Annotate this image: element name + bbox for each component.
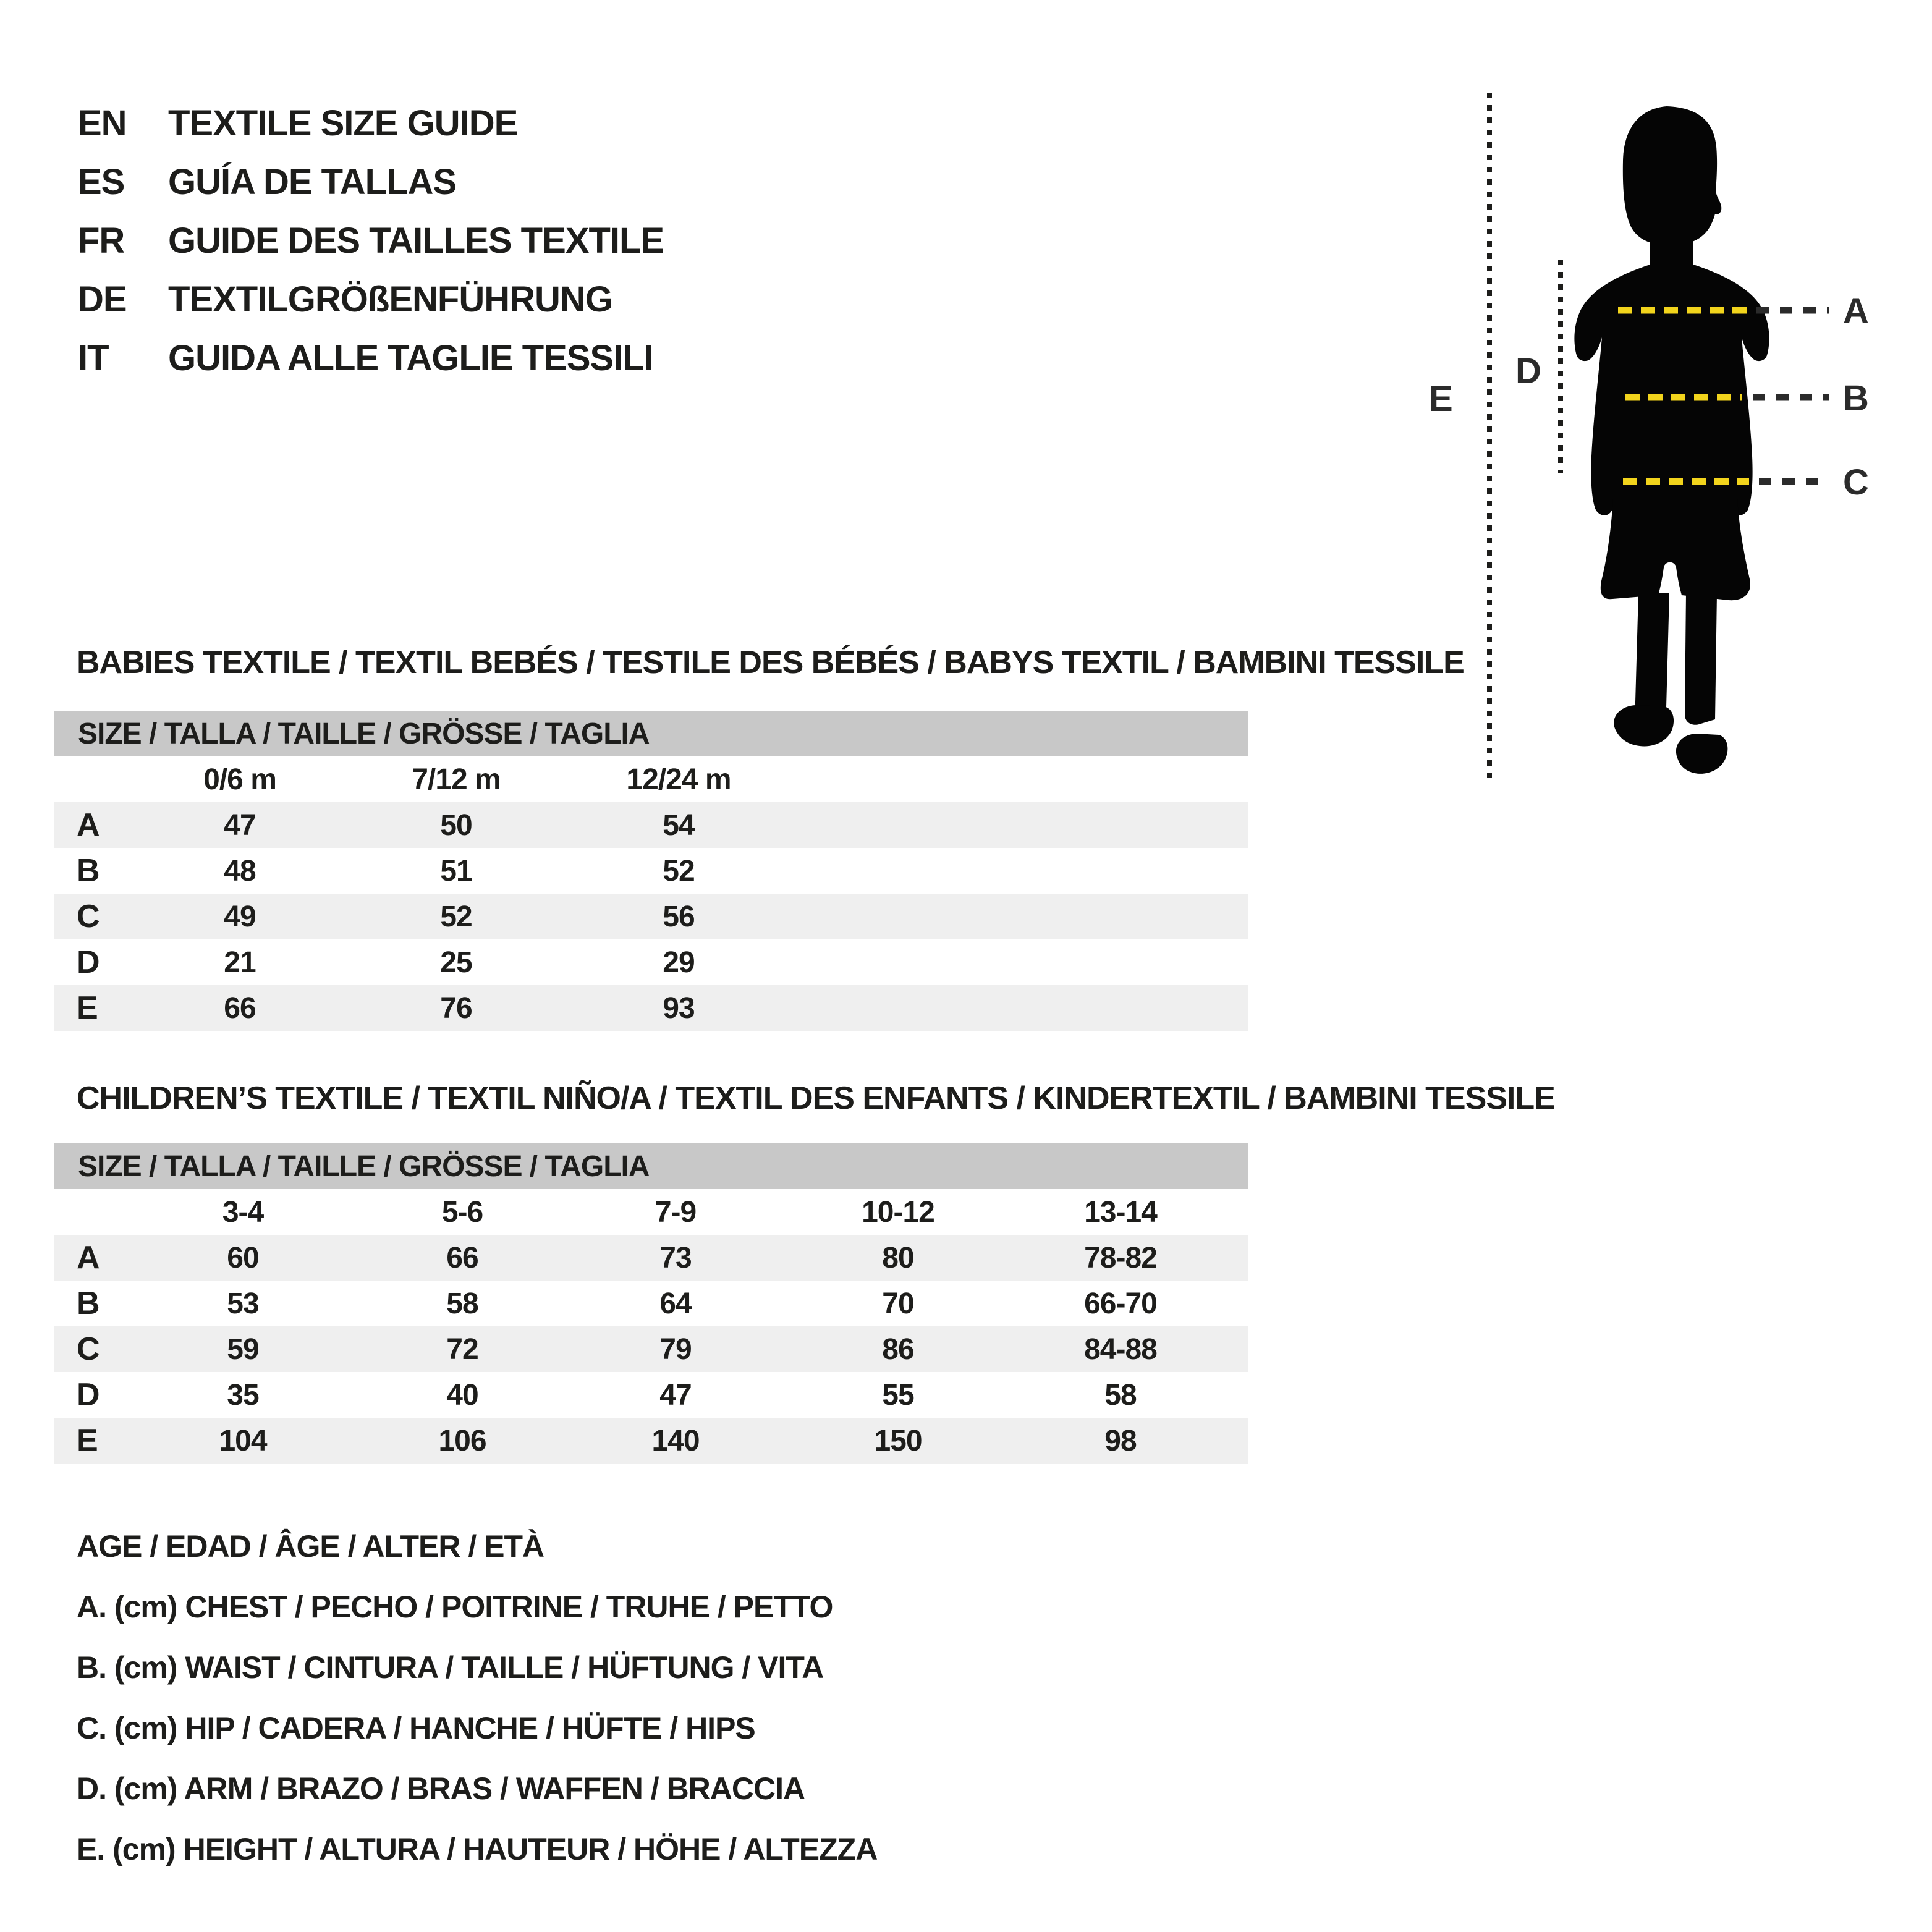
babies-size-table (54, 711, 1248, 1031)
cell-value: 64 (659, 1287, 692, 1320)
cell-value: 79 (659, 1332, 692, 1366)
cell-value: 53 (227, 1287, 259, 1320)
language-code-es: ES (78, 161, 125, 202)
cell-value: 25 (440, 946, 472, 979)
children-column-header-row (54, 1189, 1248, 1235)
cell-value: 150 (874, 1424, 922, 1457)
row-label: B (77, 1286, 100, 1321)
cell-value: 29 (663, 946, 695, 979)
cell-value: 55 (882, 1378, 914, 1412)
babies-col-header-12-24m: 12/24 m (626, 763, 731, 796)
babies-size-header-bar: SIZE / TALLA / TAILLE / GRÖSSE / TAGLIA (54, 711, 1248, 756)
legend-hip-c: C. (cm) HIP / CADERA / HANCHE / HÜFTE / HIPS (77, 1711, 755, 1745)
cell-value: 66-70 (1084, 1287, 1157, 1320)
cell-value: 84-88 (1084, 1332, 1157, 1366)
cell-value: 140 (651, 1424, 700, 1457)
cell-value: 47 (659, 1378, 692, 1412)
language-code-fr: FR (78, 220, 125, 261)
cell-value: 49 (224, 900, 256, 933)
language-row-es (78, 163, 664, 201)
cell-value: 72 (446, 1332, 478, 1366)
cell-value: 98 (1104, 1424, 1137, 1457)
table-row-e (54, 1418, 1248, 1464)
children-col-header-3-4: 3-4 (222, 1195, 264, 1229)
legend-chest-a: A. (cm) CHEST / PECHO / POITRINE / TRUHE / PETTO (77, 1590, 833, 1624)
marker-label-c: C (1843, 462, 1869, 502)
cell-value: 48 (224, 854, 256, 888)
cell-value: 60 (227, 1241, 259, 1274)
children-size-table (54, 1143, 1248, 1464)
babies-col-header-7-12m: 7/12 m (412, 763, 501, 796)
marker-label-e: E (1429, 379, 1453, 419)
legend-height-e: E. (cm) HEIGHT / ALTURA / HAUTEUR / HÖHE / ALTEZZA (77, 1832, 878, 1866)
row-label: E (77, 990, 98, 1026)
table-row-b (54, 1281, 1248, 1326)
children-col-header-5-6: 5-6 (441, 1195, 483, 1229)
row-label: C (77, 899, 100, 934)
cell-value: 66 (224, 991, 256, 1025)
table-row-a (54, 802, 1248, 848)
child-silhouette (1574, 106, 1769, 774)
row-label: A (77, 807, 100, 843)
cell-value: 59 (227, 1332, 259, 1366)
legend-age: AGE / EDAD / ÂGE / ALTER / ETÀ (77, 1529, 544, 1564)
children-col-header-10-12: 10-12 (862, 1195, 934, 1229)
table-row-c (54, 894, 1248, 939)
cell-value: 93 (663, 991, 695, 1025)
language-code-de: DE (78, 279, 127, 320)
cell-value: 56 (663, 900, 695, 933)
table-row-d (54, 1372, 1248, 1418)
marker-label-a: A (1843, 291, 1869, 331)
row-label: B (77, 853, 100, 889)
marker-label-b: B (1843, 378, 1869, 418)
table-row-b (54, 848, 1248, 894)
cell-value: 35 (227, 1378, 259, 1412)
cell-value: 76 (440, 991, 472, 1025)
cell-value: 47 (224, 808, 256, 842)
cell-value: 58 (1104, 1378, 1137, 1412)
legend-arm-d: D. (cm) ARM / BRAZO / BRAS / WAFFEN / BRACCIA (77, 1771, 805, 1806)
children-col-header-13-14: 13-14 (1084, 1195, 1157, 1229)
babies-section-title: BABIES TEXTILE / TEXTIL BEBÉS / TESTILE DES BÉBÉS / BABYS TEXTIL / BAMBINI TESSILE (77, 645, 1464, 680)
cell-value: 58 (446, 1287, 478, 1320)
row-label: A (77, 1240, 100, 1276)
guide-title-fr: GUIDE DES TAILLES TEXTILE (168, 220, 664, 261)
cell-value: 80 (882, 1241, 914, 1274)
marker-label-d: D (1515, 351, 1541, 391)
table-row-c (54, 1326, 1248, 1372)
cell-value: 106 (438, 1424, 486, 1457)
cell-value: 40 (446, 1378, 478, 1412)
cell-value: 104 (219, 1424, 267, 1457)
cell-value: 54 (663, 808, 695, 842)
language-row-fr (78, 221, 664, 260)
babies-column-header-row (54, 756, 1248, 802)
guide-title-en: TEXTILE SIZE GUIDE (168, 103, 518, 143)
cell-value: 78-82 (1084, 1241, 1157, 1274)
measurement-legend (77, 1528, 877, 1867)
table-row-e (54, 985, 1248, 1031)
babies-col-header-0-6m: 0/6 m (203, 763, 276, 796)
measurement-figure (1397, 74, 1928, 797)
language-row-it (78, 339, 664, 377)
row-label: D (77, 1377, 100, 1413)
cell-value: 52 (440, 900, 472, 933)
children-col-header-7-9: 7-9 (655, 1195, 697, 1229)
legend-waist-b: B. (cm) WAIST / CINTURA / TAILLE / HÜFTUNG / VITA (77, 1650, 824, 1685)
cell-value: 73 (659, 1241, 692, 1274)
language-row-en (78, 104, 664, 142)
language-row-de (78, 280, 664, 318)
cell-value: 51 (440, 854, 472, 888)
children-size-header-bar: SIZE / TALLA / TAILLE / GRÖSSE / TAGLIA (54, 1143, 1248, 1189)
cell-value: 70 (882, 1287, 914, 1320)
cell-value: 66 (446, 1241, 478, 1274)
language-title-list (78, 104, 664, 377)
guide-title-de: TEXTILGRÖßENFÜHRUNG (168, 279, 612, 320)
cell-value: 50 (440, 808, 472, 842)
child-measurement-diagram (1397, 74, 1928, 797)
table-row-d (54, 939, 1248, 985)
cell-value: 52 (663, 854, 695, 888)
language-code-it: IT (78, 337, 109, 378)
row-label: C (77, 1331, 100, 1367)
guide-title-es: GUÍA DE TALLAS (168, 161, 457, 202)
guide-title-it: GUIDA ALLE TAGLIE TESSILI (168, 337, 653, 378)
cell-value: 86 (882, 1332, 914, 1366)
cell-value: 21 (224, 946, 256, 979)
row-label: E (77, 1423, 98, 1459)
children-section-title: CHILDREN’S TEXTILE / TEXTIL NIÑO/A / TEXTIL DES ENFANTS / KINDERTEXTIL / BAMBINI TESSILE (77, 1080, 1555, 1116)
table-row-a (54, 1235, 1248, 1281)
row-label: D (77, 944, 100, 980)
language-code-en: EN (78, 103, 127, 143)
